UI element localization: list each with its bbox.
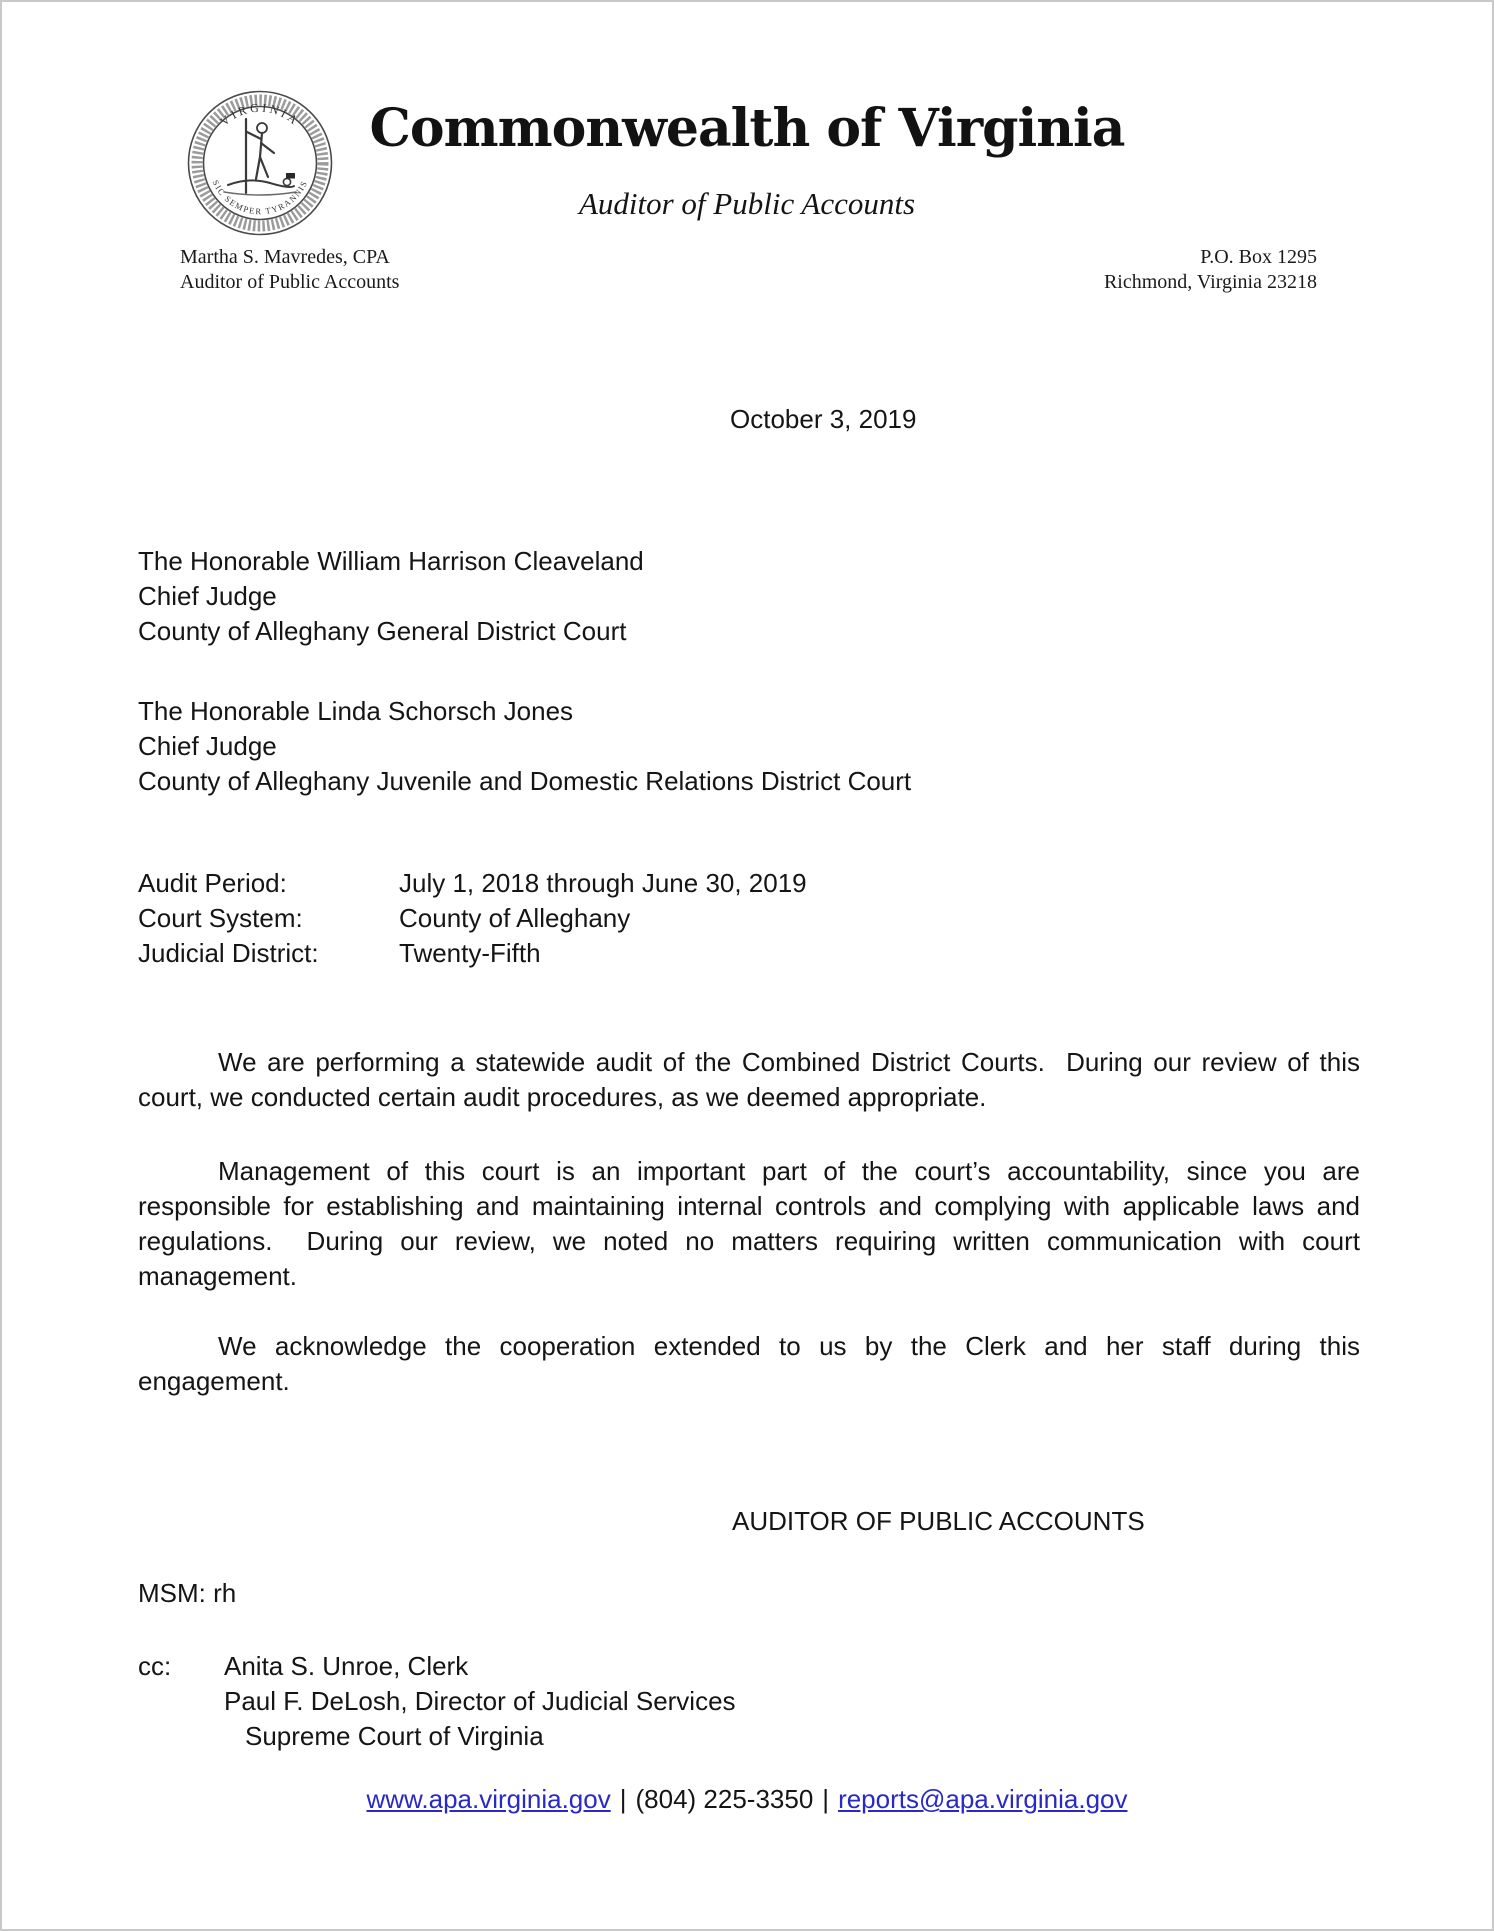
return-address: [1104, 245, 1317, 295]
audit-period-row: [138, 866, 1360, 901]
audit-period-label: Audit Period:: [138, 868, 287, 898]
seal-bottom-text: SIC SEMPER TYRANNIS: [210, 178, 310, 217]
footer-contact-line: [2, 1782, 1492, 1817]
body-paragraph-3: We acknowledge the cooperation extended to us by the Clerk and her staff during this engagement.: [138, 1331, 1368, 1396]
letterhead-title: Commonwealth of Virginia: [369, 98, 1125, 159]
seal-detail-mark: [286, 173, 295, 179]
cc-entry-1: Anita S. Unroe, Clerk: [224, 1651, 469, 1681]
recipient-court: County of Alleghany Juvenile and Domestic Relations District Court: [138, 766, 912, 796]
cc-row-1: [138, 1649, 1360, 1684]
audit-info-table: [138, 866, 1360, 971]
official-title: Auditor of Public Accounts: [180, 271, 400, 293]
court-system-value: County of Alleghany: [399, 903, 631, 933]
recipient-name: The Honorable Linda Schorsch Jones: [138, 696, 574, 726]
body-paragraph-2: Management of this court is an important part of the court’s accountability, since you are responsible for establishing and maintaining internal controls and complying with applicable laws and regulations. During our review, we noted no matters requiring written communication with court management.: [138, 1156, 1368, 1291]
audit-period-value: July 1, 2018 through June 30, 2019: [399, 868, 807, 898]
judicial-district-row: [138, 936, 1360, 971]
body-paragraph-1: We are performing a statewide audit of the Combined District Courts. During our review of this court, we conducted certain audit procedures, as we deemed appropriate.: [138, 1047, 1368, 1112]
official-name-block: [180, 245, 399, 295]
recipient-block-2: [138, 694, 1360, 799]
judicial-district-label: Judicial District:: [138, 938, 319, 968]
footer-separator-2: |: [822, 1784, 830, 1814]
city-state-zip: Richmond, Virginia 23218: [1103, 271, 1317, 293]
cc-entry-3: Supreme Court of Virginia: [245, 1721, 544, 1751]
po-box: P.O. Box 1295: [1200, 246, 1317, 268]
footer-separator-1: |: [619, 1784, 627, 1814]
recipient-name: The Honorable William Harrison Cleaveland: [138, 546, 644, 576]
court-system-label: Court System:: [138, 903, 303, 933]
recipient-block-1: [138, 544, 1360, 649]
email-link[interactable]: reports@apa.virginia.gov: [838, 1784, 1128, 1814]
reference-initials: MSM: rh: [138, 1578, 237, 1608]
phone-number: (804) 225-3350: [635, 1784, 814, 1814]
website-link[interactable]: www.apa.virginia.gov: [366, 1784, 611, 1814]
cc-block: [138, 1649, 1360, 1754]
cc-entry-2: Paul F. DeLosh, Director of Judicial Services: [224, 1686, 736, 1716]
judicial-district-value: Twenty-Fifth: [399, 938, 541, 968]
cc-row-3: [138, 1719, 1360, 1754]
cc-label: cc:: [138, 1651, 172, 1681]
recipient-court: County of Alleghany General District Court: [138, 616, 627, 646]
court-system-row: [138, 901, 1360, 936]
seal-top-text: VIRGINIA: [217, 100, 303, 129]
signature-org: AUDITOR OF PUBLIC ACCOUNTS: [732, 1506, 1145, 1536]
letter-date: October 3, 2019: [730, 404, 917, 434]
official-name: Martha S. Mavredes, CPA: [180, 246, 390, 268]
recipient-title: Chief Judge: [138, 581, 277, 611]
letterhead-subtitle: Auditor of Public Accounts: [578, 186, 916, 221]
cc-row-2: [138, 1684, 1360, 1719]
recipient-title: Chief Judge: [138, 731, 277, 761]
